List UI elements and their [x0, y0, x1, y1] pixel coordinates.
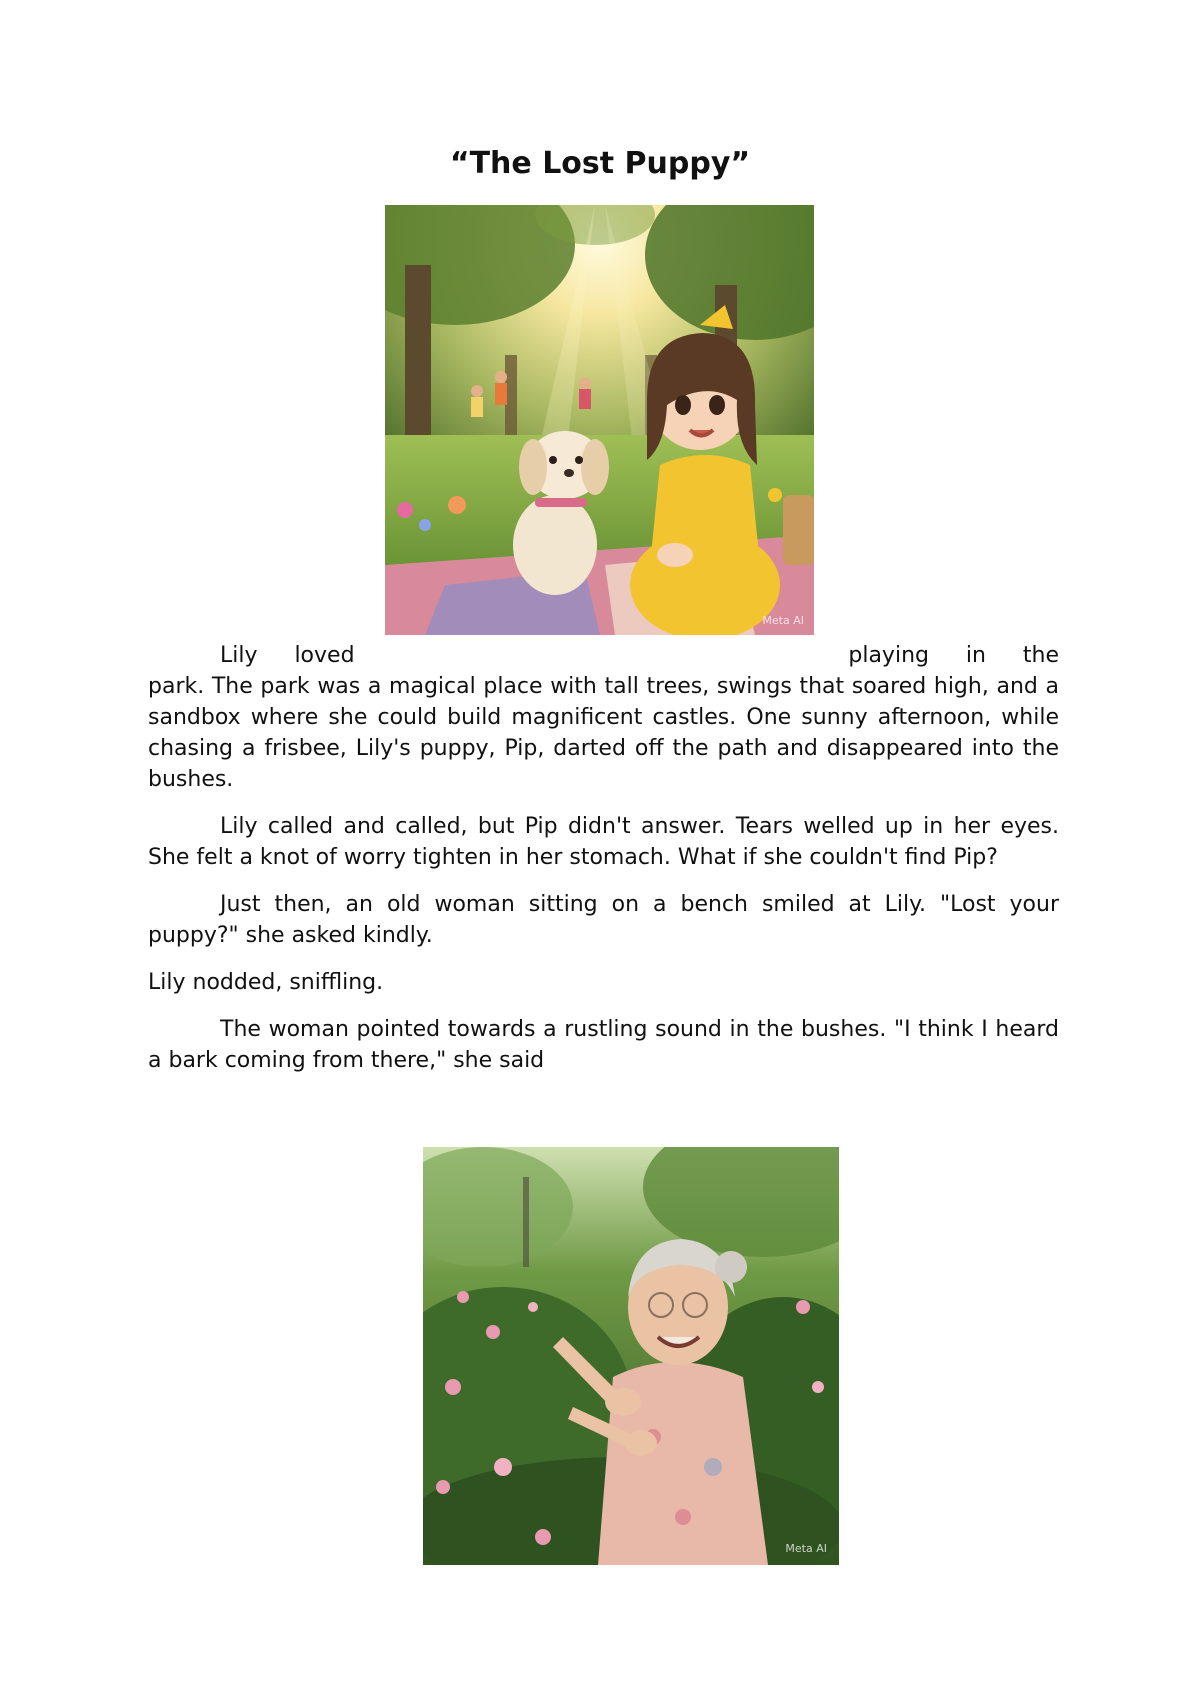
old-woman-illustration	[423, 1147, 839, 1565]
paragraph-3: Just then, an old woman sitting on a bench smiled at Lily. "Lost your puppy?" she asked kindly.	[148, 892, 1059, 948]
word: Lily	[220, 643, 258, 668]
old-woman-image	[423, 1147, 839, 1565]
paragraph-2: Lily called and called, but Pip didn't answer. Tears welled up in her eyes. She felt a knot of worry tighten in her stomach. What if she couldn't find Pip?	[148, 814, 1059, 870]
girl-and-puppy-image	[385, 205, 814, 635]
line-gap	[391, 640, 811, 671]
word: playing	[848, 643, 929, 668]
paragraph-4: Lily nodded, sniffling.	[148, 970, 384, 995]
story-body	[148, 640, 1059, 1092]
illustration-watermark: Meta AI	[785, 1542, 827, 1555]
word: in	[965, 643, 986, 668]
illustration-watermark: Meta AI	[762, 614, 804, 627]
paragraph-1-body: park. The park was a magical place with tall trees, swings that soared high, and a sandbox where she could build magnificent castles. One sunny afternoon, while chasing a frisbee, Lily's puppy, Pip, darted off the path and disappeared into the bushes.	[148, 674, 1059, 792]
word: loved	[294, 643, 355, 668]
story-title: “The Lost Puppy”	[449, 146, 751, 181]
paragraph-5: The woman pointed towards a rustling sound in the bushes. "I think I heard a bark coming from there," she said	[148, 1017, 1059, 1073]
girl-and-puppy-illustration	[385, 205, 814, 635]
word: the	[1022, 643, 1059, 668]
paragraph-1-first-line	[148, 640, 1059, 671]
